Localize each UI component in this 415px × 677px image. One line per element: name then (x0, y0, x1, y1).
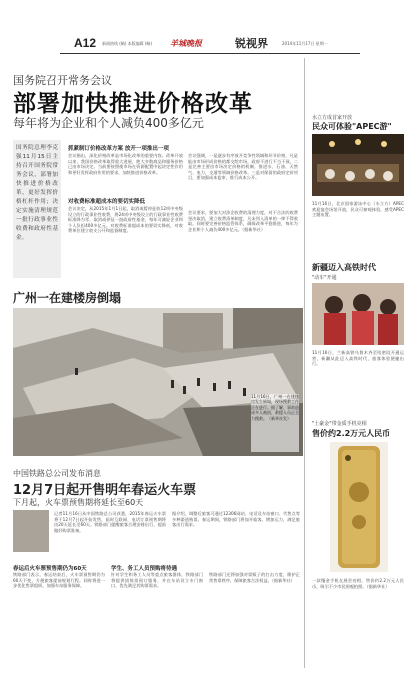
lead-summary-box (13, 140, 61, 278)
lead-deck: 每年将为企业和个人减负400多亿元 (13, 116, 204, 130)
header-rule (60, 53, 360, 54)
lead-body-col1: 会议指出，深化价格改革是市场化改革的重要内容。改革开放以来，我国价格改革取得重大进展，绝大多数商品和服务价格已由市场决定。当前要按照使市场在资源配置中起决定性作用和更好发挥政府作用的要求，加快推进价格改革。 (68, 153, 183, 175)
sidebar-item3-title: 售价约2.2万元人民币 (312, 429, 391, 438)
lead-summary-text: 国务院总理李克强11月15日主持召开国务院常务会议，部署加快推进价格改革，更好发挥价格杠杆作用；决定实施清理规范一批行政事业性收费和政府性基金。 (16, 145, 58, 241)
sidebar-item2-title: 新疆迈入高铁时代 (312, 263, 376, 272)
rail-headline: 12月7日起开售明年春运火车票 (13, 483, 197, 498)
page-header (60, 30, 360, 52)
lead-body-col2b: 会议要求，要加大对涉企收费的清理力度，对不合法的收费坚决取消，建立收费清单制度，凡未列入清单的一律不得收取。同时要完善价格监管体系，确保改革平稳推进，每年为企业和个人减负400多亿元。（据新华社） (188, 210, 298, 232)
column-divider (304, 58, 305, 668)
water-cube-photo (312, 134, 404, 196)
rail-sub2-body: 针对学生和务工人员等重点旅客群体，铁路部门将提供团体票预订服务，并在车站设立专门窗口，优先满足其购票需求。 (111, 572, 203, 589)
collapsed-building-photo (13, 308, 303, 456)
sidebar-item1-body: 11月16日，北京国家游泳中心（水立方）APEC欢迎宴会场馆开放，民众可参观体验，感受APEC主题布置。 (312, 201, 404, 218)
gold-phone-icon (330, 442, 388, 572)
sidebar-item1-kicker: 水立方成首家开放 (312, 115, 353, 121)
sidebar-item3-kicker: "土豪金"带金质手机亮相 (312, 421, 367, 427)
rail-body-1: 记者11月16日从中国铁路总公司获悉，2015年春运火车票将于12月7日起开始发售，届时互联网、电话订票预售期将由20天延长至60天。铁路部门提醒旅客合理安排出行，提前做好购票准备。 (54, 511, 166, 533)
photo-caption: 11月16日，广州一在建楼房发生倒塌，现场搜救工作正在进行。据了解，事故造成多人被困，救援人员正全力搜救。（新华社发） (251, 394, 299, 452)
header-subtitle: 新闻热线 (略) 本版编辑 (略) (102, 41, 153, 46)
issue-date: 2014年11月17日 星期一 (282, 41, 328, 46)
photo-story-title: 广州一在建楼房倒塌 (13, 291, 122, 305)
newspaper-logo: 羊城晚报 (170, 39, 202, 48)
sidebar-item1-title: 民众可体验"APEC游" (312, 122, 392, 131)
rail-deck: 下月起，火车票预售期将延长至60天 (13, 498, 144, 507)
lead-subhead-2: 对收费标准超成本的要切实降低 (68, 199, 146, 205)
sidebar-item2-sub: "动车"开通 (312, 275, 337, 281)
high-speed-rail-photo (312, 283, 404, 345)
rail-sub1-body: 铁路部门表示，春运结束后，火车票预售期仍为60天不变，方便旅客提前规划行程。同时将进一步优化售票组织，加强车站服务保障。 (13, 572, 105, 589)
rail-body-2: 据介绍，调整后旅客可通过12306网站、电话及车站窗口、代售点等多种渠道购票。春运期间，铁路部门将加开临客，增加运力，满足旅客出行需求。 (172, 511, 300, 528)
rail-kicker: 中国铁路总公司发布消息 (13, 469, 101, 478)
rail-thumbnail (13, 510, 49, 552)
lead-body-col2: 会议强调，一是逐步有序放开竞争性领域和环节价格，凡是能由市场形成价格的都交给市场，政府不进行不当干预。二是完善主要由市场决定价格的机制，推进水、石油、天然气、电力、交通等领域价格改革。三是对保留的政府定价项目，要加强成本监审，推行成本公开。 (188, 153, 298, 181)
rail-subhead-2: 学生、务工人员预购将待遇 (111, 566, 178, 572)
lead-headline: 部署加快推进价格改革 (13, 91, 253, 117)
gold-phone-photo (330, 442, 388, 572)
rail-subhead-1: 春运后火车票预售期仍为60天 (13, 566, 87, 572)
lead-subhead-1: 抓紧制订价格改革方案 放开一项推出一项 (68, 146, 169, 152)
page-number: A12 (74, 36, 97, 50)
lead-body-col1b: 会议决定，从2015年1月1日起，取消或暂停征收12项中央级设立的行政事业性收费，将24项中央级设立的行政事业性收费标准降为零，取消或停征一批政府性基金，每年可减轻企业和个人负担400多亿元。对收费标准超成本的要切实降低，对收费单位建立收支公开和监督制度。 (68, 206, 183, 234)
sidebar-item2-body: 11月16日，兰新高铁乌鲁木齐至哈密段开通运营，新疆从此迈入高铁时代，旅客体验便捷出行。 (312, 350, 404, 367)
lead-kicker: 国务院召开常务会议 (13, 74, 112, 87)
section-title: 锐视界 (235, 37, 268, 50)
sidebar-item3-body: 一款镶金手机在展会亮相，售价约2.2万元人民币，吸引不少市民围观拍照。（据新华社） (312, 578, 404, 589)
rail-col3-body: 铁路部门还将加强对票贩子的打击力度，维护正常售票秩序，保障旅客合法权益。（据新华社） (209, 572, 300, 583)
